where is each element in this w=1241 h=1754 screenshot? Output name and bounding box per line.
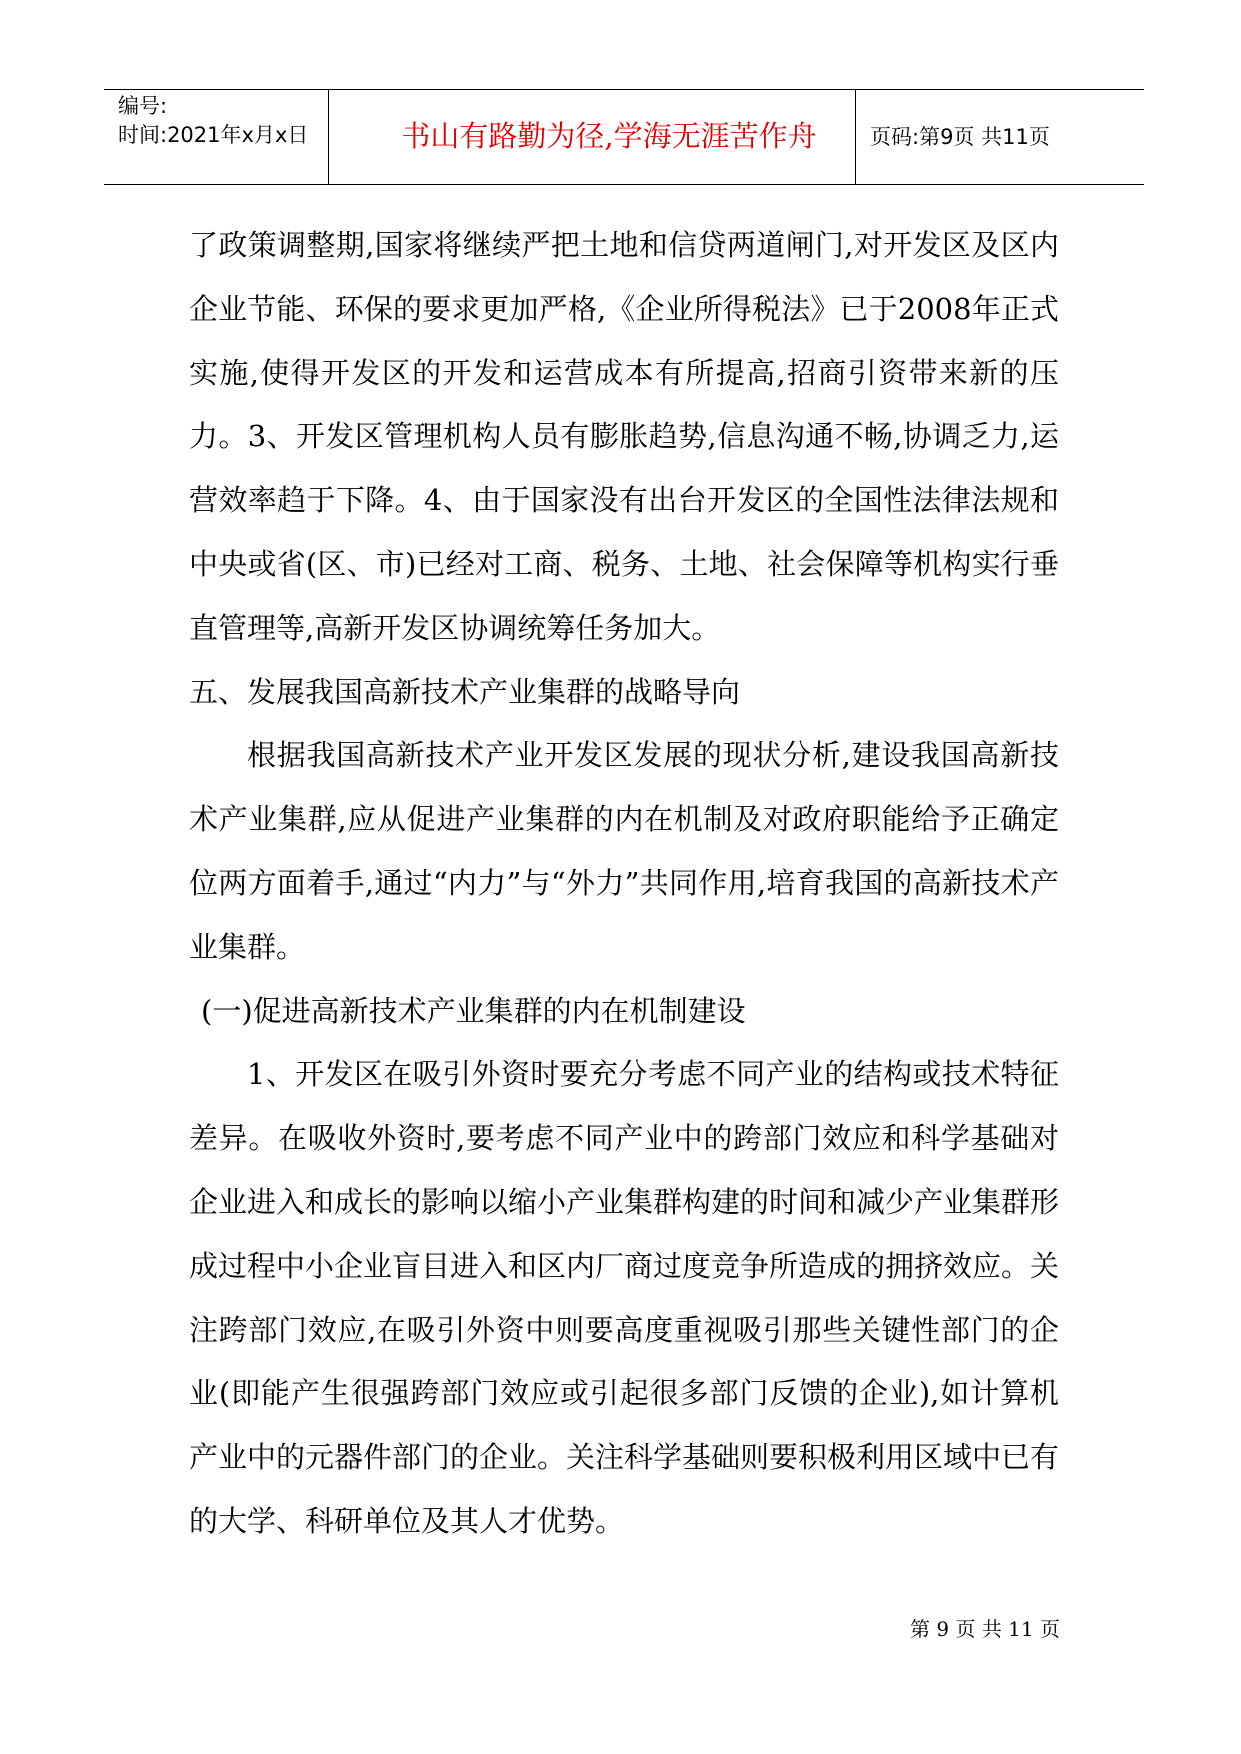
header-divider-right [855,90,856,184]
header-motto: 书山有路勤为径,学海无涯苦作舟 [401,119,817,153]
section-heading-five: 五、发展我国高新技术产业集群的战略导向 [189,674,741,709]
body-paragraph-intro: 根据我国高新技术产业开发区发展的现状分析,建设我国高新技术产业集群,应从促进产业集群的内在机制及对政府职能给予正确定位两方面着手,通过“内力”与“外力”共同作用,培育我国的高新技术产业集群。 [189,738,1059,964]
document-number-label: 编号: [118,94,168,118]
page-footer-number: 第 9 页 共 11 页 [910,1617,1060,1641]
header-meta [118,92,308,150]
body-paragraph-point-one: 1、开发区在吸引外资时要充分考虑不同产业的结构或技术特征差异。在吸收外资时,要考虑不同产业中的跨部门效应和科学基础对企业进入和成长的影响以缩小产业集群构建的时间和减少产业集群形成过程中小企业盲目进入和区内厂商过度竞争所造成的拥挤效应。关注跨部门效应,在吸引外资中则要高度重视吸引那些关键性部门的企业(即能产生很强跨部门效应或引起很多部门反馈的企业),如计算机产业中的元器件部门的企业。关注科学基础则要积极利用区域中已有的大学、科研单位及其人才优势。 [189,1057,1060,1538]
header-page-code: 页码:第9页 共11页 [870,125,1050,149]
page-header [104,89,1144,185]
subsection-heading-one: (一)促进高新技术产业集群的内在机制建设 [201,993,746,1028]
document-body [189,214,1059,1554]
header-divider-left [328,90,329,184]
document-time-label: 时间:2021年x月x日 [118,123,309,147]
body-paragraph-continued: 了政策调整期,国家将继续严把土地和信贷两道闸门,对开发区及区内企业节能、环保的要求更加严格,《企业所得税法》已于2008年正式实施,使得开发区的开发和运营成本有所提高,招商引资带来新的压力。3、开发区管理机构人员有膨胀趋势,信息沟通不畅,协调乏力,运营效率趋于下降。4、由于国家没有出台开发区的全国性法律法规和中央或省(区、市)已经对工商、税务、土地、社会保障等机构实行垂直管理等,高新开发区协调统筹任务加大。 [189,228,1059,645]
